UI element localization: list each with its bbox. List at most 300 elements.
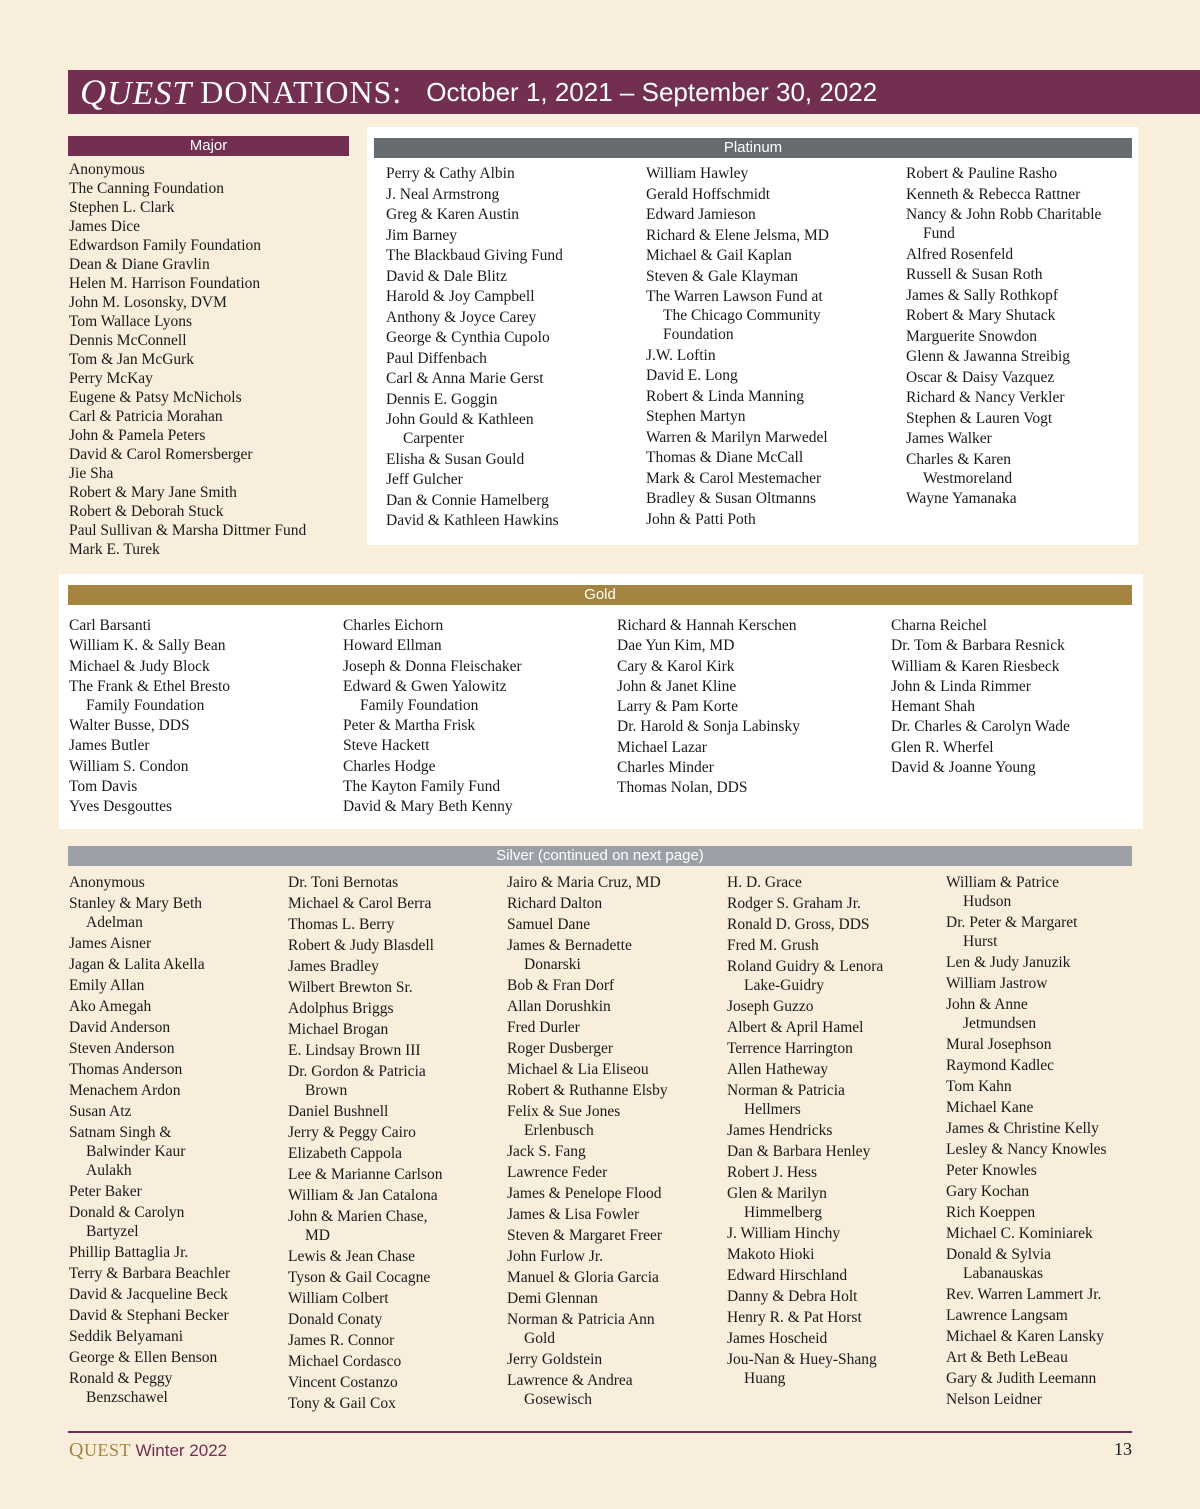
footer-divider xyxy=(68,1431,1132,1433)
donor-name xyxy=(507,1247,722,1266)
donor-name: Perry McKay xyxy=(69,370,153,387)
donor-line: Perry & Cathy Albin xyxy=(386,165,515,182)
donor-name xyxy=(727,1018,942,1037)
donor-line: Anonymous xyxy=(69,874,145,891)
donor-line: Richard & Hannah Kerschen xyxy=(617,617,797,634)
donor-line: John & Anne xyxy=(946,996,1028,1013)
gold-column-4 xyxy=(891,616,1161,778)
donor-name xyxy=(891,738,1161,757)
donor-name xyxy=(69,1306,284,1325)
donor-name xyxy=(69,1123,284,1180)
donor-name: Anonymous xyxy=(69,161,145,178)
donor-name xyxy=(946,953,1146,972)
donor-line-continued: Himmelberg xyxy=(744,1204,823,1221)
donor-name xyxy=(906,429,1138,448)
donor-line-continued: Erlenbusch xyxy=(524,1122,594,1139)
donor-name xyxy=(386,287,636,306)
donor-name xyxy=(69,1203,284,1241)
donor-name xyxy=(507,1081,722,1100)
donor-line: James & Sally Rothkopf xyxy=(906,286,1058,304)
donor-line: Jagan & Lalita Akella xyxy=(69,956,205,973)
donor-line-continued: Lake-Guidry xyxy=(744,977,825,994)
donor-line: Anthony & Joyce Carey xyxy=(386,308,537,326)
donor-line: Charna Reichel xyxy=(891,617,987,634)
donor-name xyxy=(386,328,636,347)
donor-name xyxy=(386,205,636,224)
donor-line: Carl Barsanti xyxy=(69,617,152,634)
donor-name xyxy=(288,1020,503,1039)
donor-line-continued: Carpenter xyxy=(403,430,465,447)
donor-name xyxy=(386,226,636,245)
donor-name xyxy=(69,657,339,676)
donor-name xyxy=(507,1060,722,1079)
donor-line: Stanley & Mary Beth xyxy=(69,895,203,912)
donor-name xyxy=(386,185,636,204)
donor-line: David & Jacqueline Beck xyxy=(69,1286,228,1303)
donor-line: Stephen Martyn xyxy=(646,408,746,425)
donor-line: Michael & Gail Kaplan xyxy=(646,247,792,264)
donor-line: Jou-Nan & Huey-Shang xyxy=(727,1351,877,1368)
donor-name xyxy=(69,736,339,755)
donor-name xyxy=(727,1184,942,1222)
donor-name xyxy=(69,1018,284,1037)
donor-line: Mark & Carol Mestemacher xyxy=(646,469,822,487)
donor-line: Alfred Rosenfeld xyxy=(906,245,1014,263)
donor-name xyxy=(646,489,896,508)
donor-line: Robert & Pauline Rasho xyxy=(906,165,1058,182)
donor-name: Robert & Deborah Stuck xyxy=(69,503,224,520)
donor-name xyxy=(727,936,942,955)
donor-line: Seddik Belyamani xyxy=(69,1328,184,1345)
donor-name xyxy=(946,1285,1146,1304)
donor-name xyxy=(646,407,896,426)
donor-name: Paul Sullivan & Marsha Dittmer Fund xyxy=(69,522,307,539)
donor-line: Dr. Harold & Sonja Labinsky xyxy=(617,718,800,736)
donor-name xyxy=(646,205,896,224)
donor-line: Makoto Hioki xyxy=(727,1246,815,1263)
donor-name xyxy=(617,616,887,635)
donor-line: Glen R. Wherfel xyxy=(891,738,994,756)
donor-name xyxy=(891,616,1161,635)
donor-line: Vincent Costanzo xyxy=(288,1374,398,1391)
donor-line: Art & Beth LeBeau xyxy=(946,1349,1068,1366)
donor-name xyxy=(288,978,503,997)
donor-name xyxy=(891,717,1161,736)
donor-line: Emily Allan xyxy=(69,977,145,994)
donor-name xyxy=(386,246,636,265)
donor-name xyxy=(727,997,942,1016)
donor-name xyxy=(343,736,613,755)
donor-line: Dan & Barbara Henley xyxy=(727,1143,871,1160)
donor-line: James Walker xyxy=(906,430,992,447)
donor-name xyxy=(507,1205,722,1224)
donor-line: Elisha & Susan Gould xyxy=(386,450,525,468)
donor-line: James Hoscheid xyxy=(727,1330,828,1347)
donor-line: Ronald D. Gross, DDS xyxy=(727,916,870,933)
donor-name xyxy=(891,758,1161,777)
donor-name xyxy=(386,390,636,409)
donor-name xyxy=(69,894,284,932)
donor-name: Tom & Jan McGurk xyxy=(69,351,195,368)
donor-line: J. William Hinchy xyxy=(727,1225,841,1242)
donor-name xyxy=(69,1060,284,1079)
donor-name xyxy=(386,349,636,368)
donor-line: Marguerite Snowdon xyxy=(906,327,1038,345)
donor-line: William K. & Sally Bean xyxy=(69,637,226,655)
donor-name xyxy=(727,1081,942,1119)
donor-name xyxy=(727,1224,942,1243)
donor-name xyxy=(288,1062,503,1100)
donor-line-continued: The Chicago Community xyxy=(663,307,821,324)
donor-name xyxy=(69,1264,284,1283)
donor-name xyxy=(288,1186,503,1205)
donor-line: Dr. Gordon & Patricia xyxy=(288,1063,426,1080)
donor-line: Manuel & Gloria Garcia xyxy=(507,1269,659,1286)
donor-line: Jeff Gulcher xyxy=(386,471,463,488)
donor-name xyxy=(946,873,1146,911)
donor-line: John & Marien Chase, xyxy=(288,1208,428,1225)
donor-name xyxy=(288,1165,503,1184)
donor-name xyxy=(727,873,942,892)
donor-line-continued: Labanauskas xyxy=(963,1265,1044,1282)
donor-name xyxy=(727,1287,942,1306)
donor-name xyxy=(946,1098,1146,1117)
donor-line: Edward & Gwen Yalowitz xyxy=(343,677,507,695)
donor-line: Nelson Leidner xyxy=(946,1391,1042,1408)
silver-column-1 xyxy=(69,873,284,1409)
donor-line: George & Cynthia Cupolo xyxy=(386,329,550,346)
donor-name xyxy=(507,915,722,934)
donor-name xyxy=(646,448,896,467)
donor-line: Charles & Karen xyxy=(906,450,1012,468)
donor-name xyxy=(946,1182,1146,1201)
donor-line-continued: Hurst xyxy=(963,933,998,950)
donor-line-continued: Aulakh xyxy=(86,1162,132,1179)
donor-line: Daniel Bushnell xyxy=(288,1103,389,1120)
donor-name xyxy=(507,873,722,892)
donor-name xyxy=(727,1329,942,1348)
donor-name xyxy=(906,409,1138,428)
donor-line: Thomas L. Berry xyxy=(288,916,395,933)
donor-name xyxy=(507,1039,722,1058)
donor-line: Joseph & Donna Fleischaker xyxy=(343,657,522,675)
donor-name xyxy=(946,1140,1146,1159)
donor-line: Rev. Warren Lammert Jr. xyxy=(946,1286,1102,1303)
donor-name xyxy=(288,873,503,892)
donor-name xyxy=(507,1102,722,1140)
donor-line: Satnam Singh & xyxy=(69,1124,172,1141)
donor-line: Steven Anderson xyxy=(69,1040,175,1057)
donor-name: Jie Sha xyxy=(69,465,114,482)
donor-line: Wayne Yamanaka xyxy=(906,490,1017,507)
donor-line: James & Christine Kelly xyxy=(946,1120,1099,1137)
donor-name xyxy=(386,491,636,510)
donor-name xyxy=(891,677,1161,696)
donor-line: Wilbert Brewton Sr. xyxy=(288,979,413,996)
donor-name: David & Carol Romersberger xyxy=(69,446,253,463)
donor-name xyxy=(69,757,339,776)
donor-line-continued: Family Foundation xyxy=(360,696,479,714)
donor-name xyxy=(507,1018,722,1037)
donor-line: Rodger S. Graham Jr. xyxy=(727,895,861,912)
donor-line: Allen Hatheway xyxy=(727,1061,829,1078)
donor-line: Russell & Susan Roth xyxy=(906,266,1043,283)
donor-name xyxy=(646,267,896,286)
donor-name xyxy=(343,797,613,816)
donor-line-continued: Balwinder Kaur xyxy=(86,1143,186,1160)
donor-line: Henry R. & Pat Horst xyxy=(727,1309,862,1326)
donor-line: Lee & Marianne Carlson xyxy=(288,1166,443,1183)
donor-line-continued: Gosewisch xyxy=(524,1391,593,1408)
donor-line: Paul Diffenbach xyxy=(386,349,487,367)
donor-line: John Gould & Kathleen xyxy=(386,411,534,428)
donor-name xyxy=(906,368,1138,387)
donor-name xyxy=(727,1308,942,1327)
donor-name xyxy=(906,489,1138,508)
donor-name xyxy=(946,1119,1146,1138)
donor-line: James R. Connor xyxy=(288,1332,395,1349)
donor-name xyxy=(288,1310,503,1329)
donor-line: James & Lisa Fowler xyxy=(507,1206,640,1223)
donor-line: Charles Hodge xyxy=(343,757,436,775)
donor-line: Dae Yun Kim, MD xyxy=(617,637,735,655)
donor-line: William Colbert xyxy=(288,1290,389,1307)
donor-line: Robert J. Hess xyxy=(727,1164,817,1181)
silver-header: Silver (continued on next page) xyxy=(68,846,1132,866)
donor-line: Norman & Patricia xyxy=(727,1082,845,1099)
donor-name xyxy=(906,265,1138,284)
donor-line: Dennis E. Goggin xyxy=(386,390,498,408)
donor-line: Michael Brogan xyxy=(288,1021,389,1038)
donor-line: Terry & Barbara Beachler xyxy=(69,1265,231,1282)
donor-line-continued: Family Foundation xyxy=(86,696,205,714)
donor-line: Steven & Gale Klayman xyxy=(646,267,798,285)
donor-name xyxy=(288,936,503,955)
donor-name xyxy=(288,957,503,976)
donor-name xyxy=(386,470,636,489)
donor-line-continued: MD xyxy=(305,1227,330,1244)
donor-line-continued: Foundation xyxy=(663,326,734,343)
donor-line: Tyson & Gail Cocagne xyxy=(288,1269,431,1286)
donor-line: Larry & Pam Korte xyxy=(617,698,738,716)
donor-name xyxy=(386,511,636,530)
donor-name xyxy=(343,757,613,776)
donor-name xyxy=(343,616,613,635)
banner-title: DONATIONS: xyxy=(200,73,403,110)
donor-name xyxy=(507,1371,722,1409)
donor-line: Robert & Mary Shutack xyxy=(906,307,1056,324)
platinum-column-1 xyxy=(386,164,636,532)
donor-name xyxy=(617,717,887,736)
donor-line: Norman & Patricia Ann xyxy=(507,1311,655,1328)
donor-name xyxy=(288,1041,503,1060)
donor-name xyxy=(288,1331,503,1350)
donor-name xyxy=(343,716,613,735)
donor-name xyxy=(946,995,1146,1033)
donor-line-continued: Hudson xyxy=(963,893,1012,910)
donor-name xyxy=(386,267,636,286)
donor-line: Samuel Dane xyxy=(507,916,591,933)
donor-name xyxy=(727,1121,942,1140)
donor-line: Lawrence Feder xyxy=(507,1164,608,1181)
donor-name: John M. Losonsky, DVM xyxy=(69,294,227,311)
donor-name xyxy=(617,636,887,655)
donor-name xyxy=(69,1285,284,1304)
donor-name xyxy=(617,758,887,777)
donor-name xyxy=(69,934,284,953)
donor-line: Thomas & Diane McCall xyxy=(646,449,804,466)
donor-line: Bob & Fran Dorf xyxy=(507,977,615,994)
donor-line: Dr. Charles & Carolyn Wade xyxy=(891,718,1070,736)
silver-column-2 xyxy=(288,873,503,1415)
donor-name xyxy=(906,388,1138,407)
donor-name xyxy=(891,636,1161,655)
donor-name xyxy=(507,894,722,913)
donor-name xyxy=(288,1268,503,1287)
major-header: Major xyxy=(68,136,349,156)
donor-name xyxy=(69,976,284,995)
donor-name xyxy=(727,1039,942,1058)
donor-line: Tom Kahn xyxy=(946,1078,1012,1095)
donor-line: Lewis & Jean Chase xyxy=(288,1248,415,1265)
donor-line: David & Joanne Young xyxy=(891,759,1036,777)
donor-name xyxy=(386,410,636,448)
donor-name xyxy=(69,716,339,735)
donor-name xyxy=(906,205,1138,243)
donor-name xyxy=(727,915,942,934)
donor-name xyxy=(288,1394,503,1413)
donor-name xyxy=(646,226,896,245)
donor-line: Ako Amegah xyxy=(69,998,152,1015)
donor-line: Yves Desgouttes xyxy=(69,798,173,816)
donor-line: James Aisner xyxy=(69,935,152,952)
platinum-header: Platinum xyxy=(374,138,1132,158)
donor-name xyxy=(343,657,613,676)
donor-name xyxy=(507,997,722,1016)
donor-line: Lawrence & Andrea xyxy=(507,1372,633,1389)
donor-name xyxy=(69,1182,284,1201)
donor-line: Dr. Toni Bernotas xyxy=(288,874,399,891)
donor-line: Phillip Battaglia Jr. xyxy=(69,1244,189,1261)
donor-line: Richard & Nancy Verkler xyxy=(906,389,1065,406)
donor-line: Steve Hackett xyxy=(343,737,430,755)
gold-header: Gold xyxy=(68,585,1132,605)
donor-line: Michael & Judy Block xyxy=(69,657,210,675)
donor-line: James Bradley xyxy=(288,958,379,975)
donor-name xyxy=(906,185,1138,204)
donor-name xyxy=(727,1060,942,1079)
donor-line: Fred M. Grush xyxy=(727,937,819,954)
donor-line: Tony & Gail Cox xyxy=(288,1395,396,1412)
donor-line: Gary Kochan xyxy=(946,1183,1030,1200)
donor-name xyxy=(343,777,613,796)
donor-line: David & Mary Beth Kenny xyxy=(343,798,513,816)
donor-line: Rich Koeppen xyxy=(946,1204,1036,1221)
donor-line: Peter Knowles xyxy=(946,1162,1037,1179)
donor-line: Peter & Martha Frisk xyxy=(343,717,476,735)
donor-line: Thomas Nolan, DDS xyxy=(617,779,748,797)
donor-name xyxy=(288,1373,503,1392)
donor-line: Howard Ellman xyxy=(343,637,442,655)
donor-name xyxy=(507,1226,722,1245)
donor-line: E. Lindsay Brown III xyxy=(288,1042,421,1059)
donor-name xyxy=(288,915,503,934)
donor-line: Glenn & Jawanna Streibig xyxy=(906,348,1071,365)
donor-name: Dean & Diane Gravlin xyxy=(69,256,210,273)
donor-name: Robert & Mary Jane Smith xyxy=(69,484,237,501)
donor-line: Raymond Kadlec xyxy=(946,1057,1055,1074)
donor-name xyxy=(946,1369,1146,1388)
donor-name xyxy=(646,387,896,406)
donor-line: Carl & Anna Marie Gerst xyxy=(386,370,544,387)
donor-name xyxy=(69,1369,284,1407)
donor-name xyxy=(946,1161,1146,1180)
donor-line: Dan & Connie Hamelberg xyxy=(386,491,549,509)
donor-line: Fred Durler xyxy=(507,1019,580,1036)
donor-name xyxy=(288,1352,503,1371)
donor-line-continued: Fund xyxy=(923,225,955,242)
donor-name xyxy=(343,636,613,655)
donor-name xyxy=(646,428,896,447)
donor-name xyxy=(507,936,722,974)
donor-line: Susan Atz xyxy=(69,1103,132,1120)
donor-line: Michael & Lia Eliseou xyxy=(507,1061,649,1078)
donor-line: Lesley & Nancy Knowles xyxy=(946,1141,1107,1158)
gold-column-3 xyxy=(617,616,887,799)
donor-line: Edward Jamieson xyxy=(646,206,756,223)
donor-name xyxy=(288,1144,503,1163)
donor-line: Edward Hirschland xyxy=(727,1267,848,1284)
donor-line: David & Dale Blitz xyxy=(386,267,507,285)
donor-name xyxy=(69,777,339,796)
donor-line: Peter Baker xyxy=(69,1183,142,1200)
donor-name xyxy=(906,164,1138,183)
donor-line: Dr. Tom & Barbara Resnick xyxy=(891,637,1065,655)
donor-name: Mark E. Turek xyxy=(69,541,160,558)
donor-line: Stephen & Lauren Vogt xyxy=(906,409,1053,427)
donor-line: Dr. Peter & Margaret xyxy=(946,914,1078,931)
donor-line: Donald Conaty xyxy=(288,1311,383,1328)
donor-name xyxy=(343,677,613,715)
donor-line: William Hawley xyxy=(646,165,749,182)
donor-line-continued: Jetmundsen xyxy=(963,1015,1037,1032)
donor-line: David Anderson xyxy=(69,1019,171,1036)
donor-name xyxy=(288,999,503,1018)
donor-name xyxy=(727,1163,942,1182)
donor-line: Jerry Goldstein xyxy=(507,1351,603,1368)
donor-line: J.W. Loftin xyxy=(646,346,716,364)
donor-name xyxy=(646,346,896,365)
donor-name xyxy=(727,1350,942,1388)
donor-line: Allan Dorushkin xyxy=(507,998,611,1015)
donor-line: Menachem Ardon xyxy=(69,1082,181,1099)
donor-line: Lawrence Langsam xyxy=(946,1307,1068,1324)
donor-line: Danny & Debra Holt xyxy=(727,1288,858,1305)
donor-name xyxy=(69,955,284,974)
donor-name xyxy=(69,677,339,715)
donor-line: Oscar & Daisy Vazquez xyxy=(906,368,1055,386)
donor-name xyxy=(906,286,1138,305)
donor-name xyxy=(69,1348,284,1367)
donor-line: Donald & Carolyn xyxy=(69,1204,185,1221)
donor-name: Tom Wallace Lyons xyxy=(69,313,193,330)
donor-name xyxy=(946,1035,1146,1054)
donor-name xyxy=(906,450,1138,488)
donor-line-continued: Gold xyxy=(524,1330,555,1347)
donor-name xyxy=(946,1077,1146,1096)
silver-column-3 xyxy=(507,873,722,1411)
donor-line: Mural Josephson xyxy=(946,1036,1052,1053)
